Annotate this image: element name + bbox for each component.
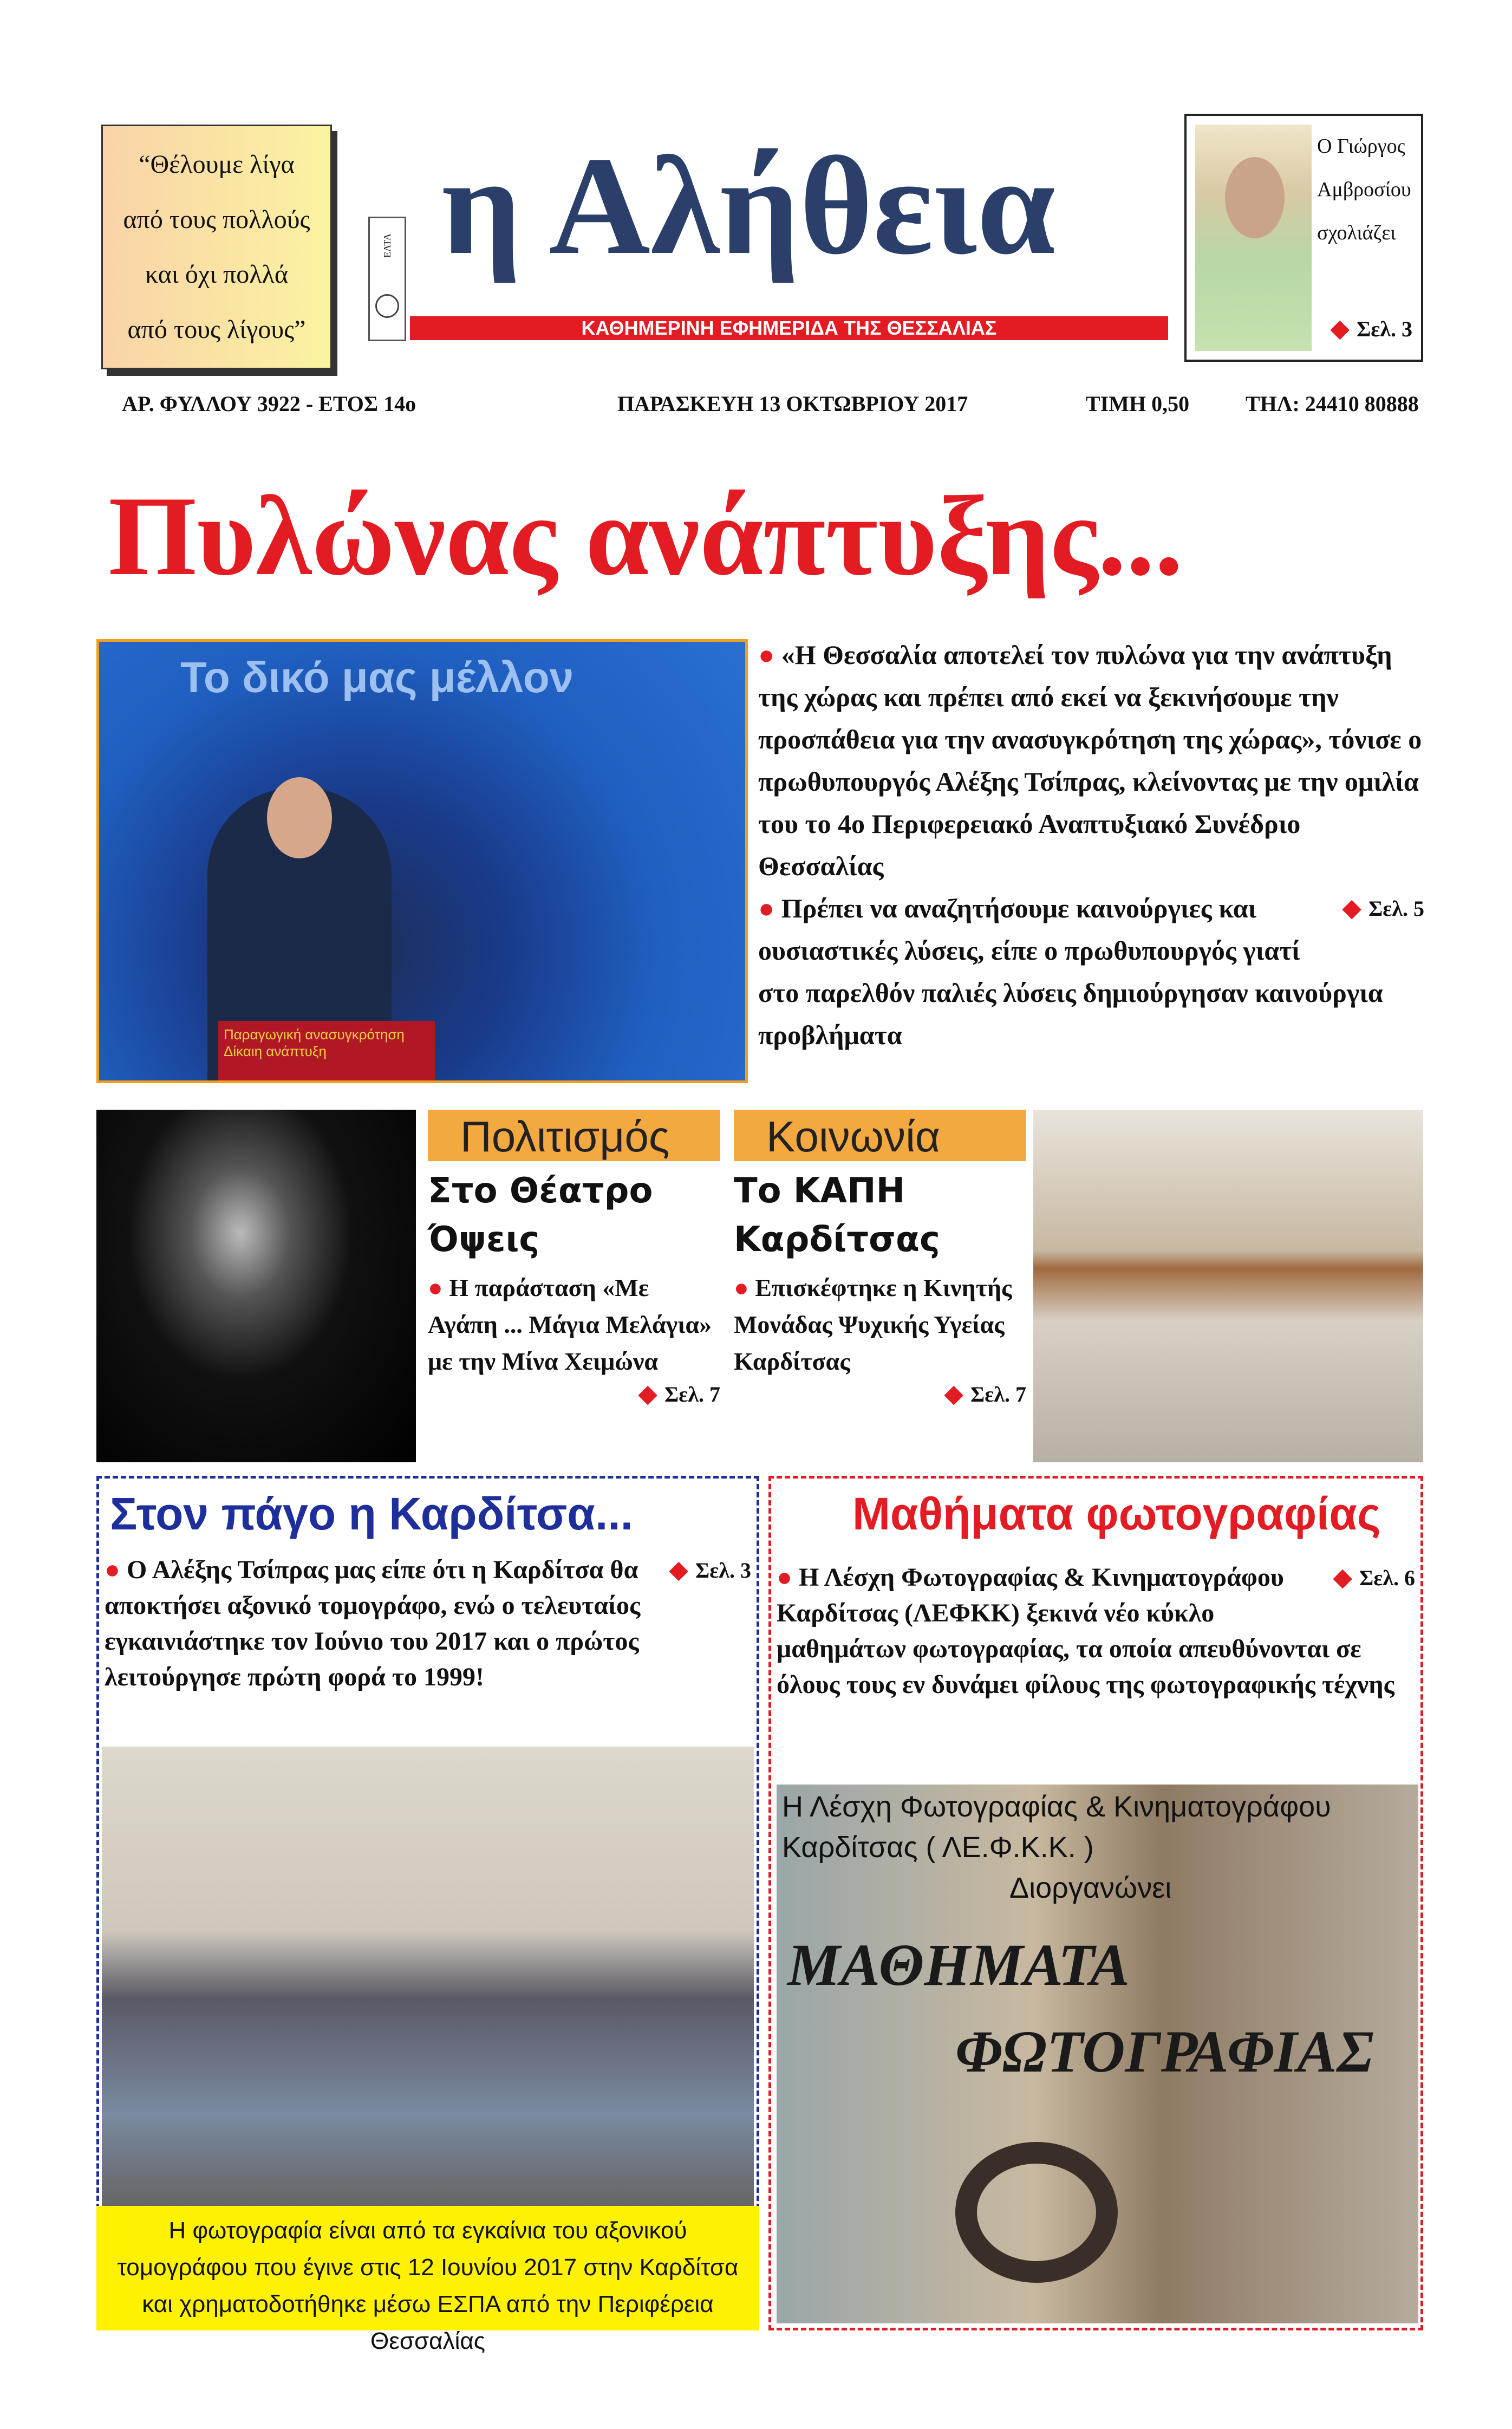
culture-article[interactable]: Πολιτισμός Στο Θέατρο Όψεις ● Η παράσταση «Με Αγάπη ... Μάγια Μελάγια» με την Μίνα Χειμώνα ◆ Σελ. 7 (428, 1110, 720, 1408)
diamond-icon: ◆ (1333, 1564, 1352, 1591)
article-text: Η Λέσχη Φωτογραφίας & Κινηματογράφου Καρδίτσας (ΛΕΦΚΚ) ξεκινά νέο κύκλο μαθημάτων φωτογραφίας, τα οποία απευθύνονται σε όλους τους εν δυνάμει φίλους της φωτογραφικής τέχνης (777, 1563, 1394, 1699)
poster-line: Η Λέσχη Φωτογραφίας & Κινηματογράφου (782, 1790, 1331, 1823)
seal-text: ΕΛΤΑ (381, 233, 393, 258)
page-ref: Σελ. 3 (1357, 317, 1412, 341)
section-label: Κοινωνία (734, 1110, 1026, 1161)
article-text: Επισκέφτηκε η Κινητής Μονάδας Ψυχικής Υγείας Καρδίτσας (734, 1274, 1012, 1375)
poster-line: Καρδίτσας ( ΛΕ.Φ.Κ.Κ. ) (782, 1831, 1094, 1864)
lead-paragraph: «Η Θεσσαλία αποτελεί τον πυλώνα για την ανάπτυξη της χώρας και πρέπει από εκεί να ξεκινήσουμε την προσπάθεια για την ανασυγκρότηση της χώρας», τόνισε ο πρωθυπουργός Αλέξης Τσίπρας, κλείνοντας με την ομιλία του το 4ο Περιφερειακό Αναπτυξιακό Συνέδριο Θεσσαλίας (758, 640, 1422, 881)
columnist-box[interactable] (1184, 114, 1423, 362)
lead-text: ● «Η Θεσσαλία αποτελεί τον πυλώνα για την ανάπτυξη της χώρας και πρέπει από εκεί να ξεκινήσουμε την προσπάθεια για την ανασυγκρότηση της χώρας», τόνισε ο πρωθυπουργός Αλέξης Τσίπρας, κλείνοντας με την ομιλία του το 4ο Περιφερειακό Αναπτυξιακό Συνέδριο Θεσσαλίας ◆ Σελ. 5 ● Πρέπει να αναζητήσουμε καινούργιες και ουσιαστικές λύσεις, είπε ο πρωθυπουργός γιατί στο παρελθόν παλιές λύσεις δημιούργησαν καινούργια προβλήματα (758, 640, 1424, 1050)
motto-box (101, 125, 332, 369)
phone: ΤΗΛ: 24410 80888 (1246, 392, 1419, 416)
motto-line: και όχι πολλά (145, 260, 288, 289)
price: ΤΙΜΗ 0,50 (1086, 392, 1190, 416)
photo-backdrop-text: Το δικό μας μέλλον (180, 653, 574, 701)
columnist-line: Αμβροσίου (1317, 178, 1411, 201)
postal-seal-icon (368, 217, 406, 341)
article-title: Μαθήματα φωτογραφίας (852, 1488, 1381, 1539)
diamond-icon: ◆ (669, 1557, 688, 1583)
issue-number: ΑΡ. ΦΥΛΛΟΥ 3922 - ΕΤΟΣ 14ο (122, 392, 416, 416)
page-ref: Σελ. 7 (664, 1382, 720, 1406)
poster-line: ΦΩΤΟΓΡΑΦΙΑΣ (955, 2018, 1374, 2085)
section-label: Πολιτισμός (428, 1110, 720, 1161)
motto-line: από τους λίγους” (127, 315, 306, 344)
lead-photo (96, 639, 748, 1083)
diamond-icon: ◆ (1331, 315, 1350, 342)
diamond-icon: ◆ (944, 1380, 963, 1407)
motto-line: από τους πολλούς (123, 205, 310, 234)
photography-poster (777, 1785, 1418, 2323)
photo-caption: Η φωτογραφία είναι από τα εγκαίνια του αξονικού τομογράφου που έγινε στις 12 Ιουνίου 2017 στην Καρδίτσα και χρηματοδοτήθηκε μέσω ΕΣΠΑ από την Περιφέρεια Θεσσαλίας (96, 2206, 759, 2330)
columnist-line: σχολιάζει (1317, 222, 1396, 244)
columnist-line: Ο Γιώργος (1317, 135, 1405, 158)
motto-line: “Θέλουμε λίγα (139, 150, 295, 179)
lead-paragraph: Πρέπει να αναζητήσουμε καινούργιες και ουσιαστικές λύσεις, είπε ο πρωθυπουργός γιατί στο παρελθόν παλιές λύσεις δημιούργησαν καινούργια προβλήματα (758, 893, 1383, 1050)
page-ref: Σελ. 7 (970, 1382, 1026, 1406)
issue-date: ΠΑΡΑΣΚΕΥΗ 13 ΟΚΤΩΒΡΙΟΥ 2017 (617, 392, 968, 416)
article-text: Ο Αλέξης Τσίπρας μας είπε ότι η Καρδίτσα θα αποκτήσει αξονικό τομογράφο, ενώ ο τελευταίος εγκαινιάστηκε τον Ιούνιο του 2017 και ο πρώτος λειτούργησε πρώτη φορά το 1999! (105, 1555, 641, 1691)
kapi-photo (1033, 1110, 1423, 1462)
newspaper-logo[interactable]: η Αλήθεια (441, 128, 1055, 284)
society-article[interactable]: Κοινωνία Το ΚΑΠΗ Καρδίτσας ● Επισκέφτηκε η Κινητής Μονάδας Ψυχικής Υγείας Καρδίτσας ◆ Σελ. 7 (734, 1110, 1026, 1408)
poster-line: ΜΑΘΗΜΑΤΑ (787, 1932, 1130, 1998)
diamond-icon: ◆ (638, 1380, 657, 1407)
article-title: Το ΚΑΠΗ Καρδίτσας (734, 1171, 940, 1260)
poster-line: Διοργανώνει (1009, 1872, 1172, 1904)
page-ref: Σελ. 6 (1359, 1566, 1415, 1590)
page-ref: Σελ. 5 (1368, 896, 1424, 921)
theatre-photo (96, 1110, 416, 1462)
columnist-photo (1195, 125, 1312, 351)
article-title: Στο Θέατρο Όψεις (428, 1171, 653, 1260)
page-ref: Σελ. 3 (695, 1558, 751, 1583)
article-title: Στον πάγο η Καρδίτσα... (110, 1488, 633, 1539)
tagline: ΚΑΘΗΜΕΡΙΝΗ ΕΦΗΜΕΡΙΔΑ ΤΗΣ ΘΕΣΣΑΛΙΑΣ (410, 316, 1168, 340)
main-headline[interactable]: Πυλώνας ανάπτυξης... (108, 473, 1183, 599)
article-text: Η παράσταση «Με Αγάπη ... Μάγια Μελάγια» με την Μίνα Χειμώνα (428, 1274, 712, 1375)
ct-scanner-photo (102, 1747, 754, 2206)
diamond-icon: ◆ (1342, 895, 1361, 921)
karditsa-box[interactable]: Στον πάγο η Καρδίτσα... ◆ Σελ. 3 ● Ο Αλέξης Τσίπρας μας είπε ότι η Καρδίτσα θα αποκτήσει αξονικό τομογράφο, ενώ ο τελευταίος εγκαινιάστηκε τον Ιούνιο του 2017 και ο πρώτος λειτούργησε πρώτη φορά το 1999! (96, 1476, 759, 2330)
podium-text: Παραγωγική ανασυγκρότηση Δίκαιη ανάπτυξη (218, 1021, 435, 1080)
photography-box[interactable]: Μαθήματα φωτογραφίας ◆ Σελ. 6 ● Η Λέσχη Φωτογραφίας & Κινηματογράφου Καρδίτσας (ΛΕΦΚΚ) ξεκινά νέο κύκλο μαθημάτων φωτογραφίας, τα οποία απευθύνονται σε όλους τους εν δυνάμει φίλους της φωτογραφικής τέχνης (768, 1476, 1423, 2330)
